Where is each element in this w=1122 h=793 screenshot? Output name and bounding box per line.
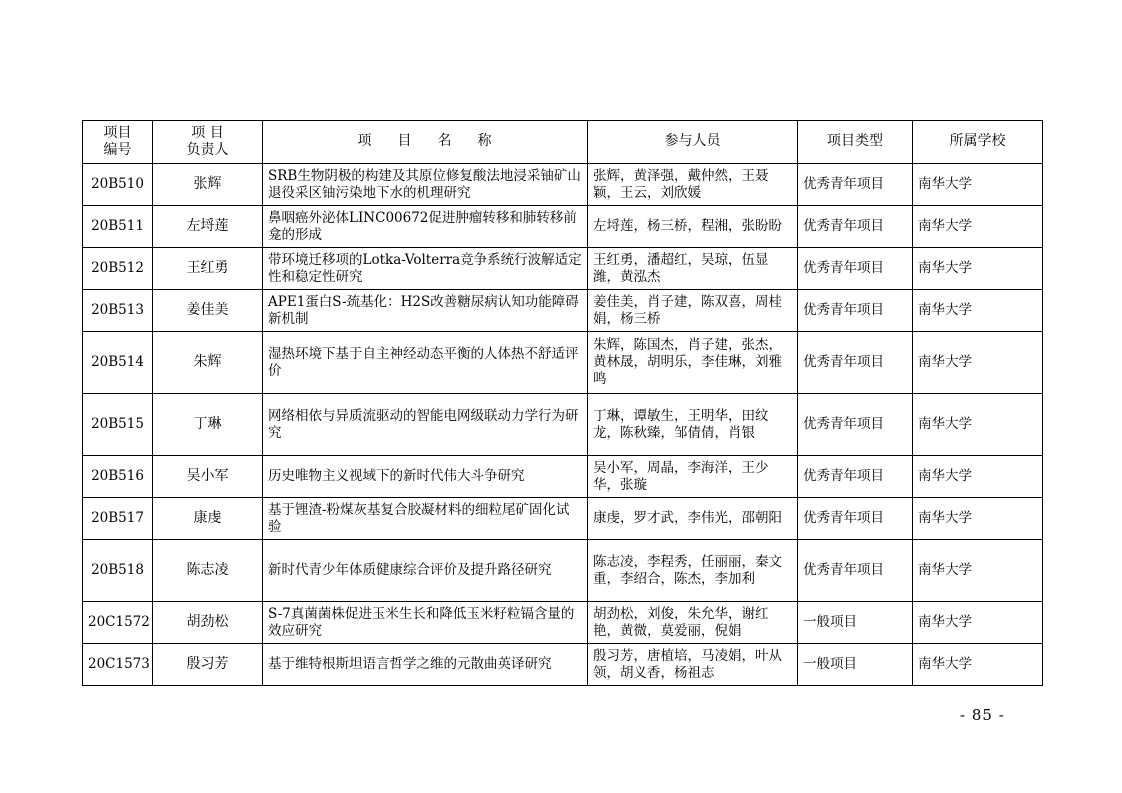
- project-table-container: [82, 120, 1042, 686]
- project-school: 南华大学: [913, 602, 1043, 644]
- project-leader: 胡劲松: [153, 602, 263, 644]
- project-members: 姜佳美，肖子建，陈双喜，周桂娟，杨三桥: [588, 290, 798, 332]
- project-type: 一般项目: [798, 602, 913, 644]
- table-row: [83, 332, 1043, 394]
- project-code: 20B513: [83, 290, 153, 332]
- project-code: 20B516: [83, 456, 153, 498]
- project-name: SRB生物阴极的构建及其原位修复酸法地浸采铀矿山退役采区铀污染地下水的机理研究: [263, 164, 588, 206]
- table-row: [83, 248, 1043, 290]
- project-name: 鼻咽癌外泌体LINC00672促进肿瘤转移和肺转移前龛的形成: [263, 206, 588, 248]
- project-type: 优秀青年项目: [798, 164, 913, 206]
- header-leader: 项 目 负责人: [153, 121, 263, 164]
- project-leader: 吴小军: [153, 456, 263, 498]
- project-name: S-7真菌菌株促进玉米生长和降低玉米籽粒镉含量的效应研究: [263, 602, 588, 644]
- project-name: 湿热环境下基于自主神经动态平衡的人体热不舒适评价: [263, 332, 588, 394]
- project-school: 南华大学: [913, 248, 1043, 290]
- project-name: 基于锂渣-粉煤灰基复合胶凝材料的细粒尾矿固化试验: [263, 498, 588, 540]
- project-type: 一般项目: [798, 644, 913, 686]
- table-row: [83, 206, 1043, 248]
- project-type: 优秀青年项目: [798, 456, 913, 498]
- header-name: 项目名称: [263, 121, 588, 164]
- project-school: 南华大学: [913, 332, 1043, 394]
- project-code: 20B517: [83, 498, 153, 540]
- project-members: 张辉，黄泽强，戴仲然，王聂颖，王云，刘欣媛: [588, 164, 798, 206]
- project-members: 丁琳，谭敏生，王明华，田纹龙，陈秋臻，邹倩倩，肖银: [588, 394, 798, 456]
- project-leader: 丁琳: [153, 394, 263, 456]
- table-row: [83, 456, 1043, 498]
- project-members: 左埒莲，杨三桥，程湘，张盼盼: [588, 206, 798, 248]
- table-row: [83, 290, 1043, 332]
- project-leader: 殷习芳: [153, 644, 263, 686]
- header-members: 参与人员: [588, 121, 798, 164]
- project-type: 优秀青年项目: [798, 248, 913, 290]
- project-school: 南华大学: [913, 164, 1043, 206]
- project-members: 康虔，罗才武，李伟光，邵朝阳: [588, 498, 798, 540]
- table-row: [83, 164, 1043, 206]
- project-code: 20C1573: [83, 644, 153, 686]
- header-type: 项目类型: [798, 121, 913, 164]
- project-members: 朱辉，陈国杰，肖子建，张杰，黄林晟，胡明乐，李佳琳，刘雅鸣: [588, 332, 798, 394]
- table-header-row: [83, 121, 1043, 164]
- project-code: 20B518: [83, 540, 153, 602]
- project-code: 20B515: [83, 394, 153, 456]
- table-row: [83, 644, 1043, 686]
- header-school: 所属学校: [913, 121, 1043, 164]
- project-school: 南华大学: [913, 206, 1043, 248]
- project-school: 南华大学: [913, 394, 1043, 456]
- project-code: 20B511: [83, 206, 153, 248]
- table-row: [83, 394, 1043, 456]
- table-row: [83, 602, 1043, 644]
- project-leader: 王红勇: [153, 248, 263, 290]
- project-name: APE1蛋白S-巯基化：H2S改善糖尿病认知功能障碍新机制: [263, 290, 588, 332]
- project-school: 南华大学: [913, 498, 1043, 540]
- project-code: 20B514: [83, 332, 153, 394]
- project-leader: 朱辉: [153, 332, 263, 394]
- project-school: 南华大学: [913, 290, 1043, 332]
- project-school: 南华大学: [913, 540, 1043, 602]
- project-leader: 张辉: [153, 164, 263, 206]
- project-name: 历史唯物主义视域下的新时代伟大斗争研究: [263, 456, 588, 498]
- project-code: 20C1572: [83, 602, 153, 644]
- header-code: 项目 编号: [83, 121, 153, 164]
- project-leader: 左埒莲: [153, 206, 263, 248]
- project-members: 陈志凌，李程秀，任丽丽，秦文重，李绍合，陈杰，李加利: [588, 540, 798, 602]
- project-type: 优秀青年项目: [798, 290, 913, 332]
- project-code: 20B512: [83, 248, 153, 290]
- project-members: 胡劲松，刘俊，朱允华，谢红艳，黄微，莫爱丽，倪娟: [588, 602, 798, 644]
- project-table: [82, 120, 1043, 686]
- project-type: 优秀青年项目: [798, 206, 913, 248]
- table-row: [83, 540, 1043, 602]
- project-type: 优秀青年项目: [798, 332, 913, 394]
- project-type: 优秀青年项目: [798, 540, 913, 602]
- project-school: 南华大学: [913, 456, 1043, 498]
- page-number: - 85 -: [960, 706, 1005, 724]
- project-name: 新时代青少年体质健康综合评价及提升路径研究: [263, 540, 588, 602]
- project-code: 20B510: [83, 164, 153, 206]
- project-name: 带环境迁移项的Lotka-Volterra竞争系统行波解适定性和稳定性研究: [263, 248, 588, 290]
- project-type: 优秀青年项目: [798, 498, 913, 540]
- project-members: 王红勇，潘超红，吴琼，伍显潍，黄泓杰: [588, 248, 798, 290]
- project-members: 吴小军，周晶，李海洋，王少华，张璇: [588, 456, 798, 498]
- project-school: 南华大学: [913, 644, 1043, 686]
- table-row: [83, 498, 1043, 540]
- project-name: 基于维特根斯坦语言哲学之维的元散曲英译研究: [263, 644, 588, 686]
- project-leader: 姜佳美: [153, 290, 263, 332]
- project-members: 殷习芳，唐植培，马凌娟，叶从领，胡义香，杨祖志: [588, 644, 798, 686]
- project-name: 网络相依与异质流驱动的智能电网级联动力学行为研究: [263, 394, 588, 456]
- project-type: 优秀青年项目: [798, 394, 913, 456]
- project-leader: 康虔: [153, 498, 263, 540]
- project-leader: 陈志凌: [153, 540, 263, 602]
